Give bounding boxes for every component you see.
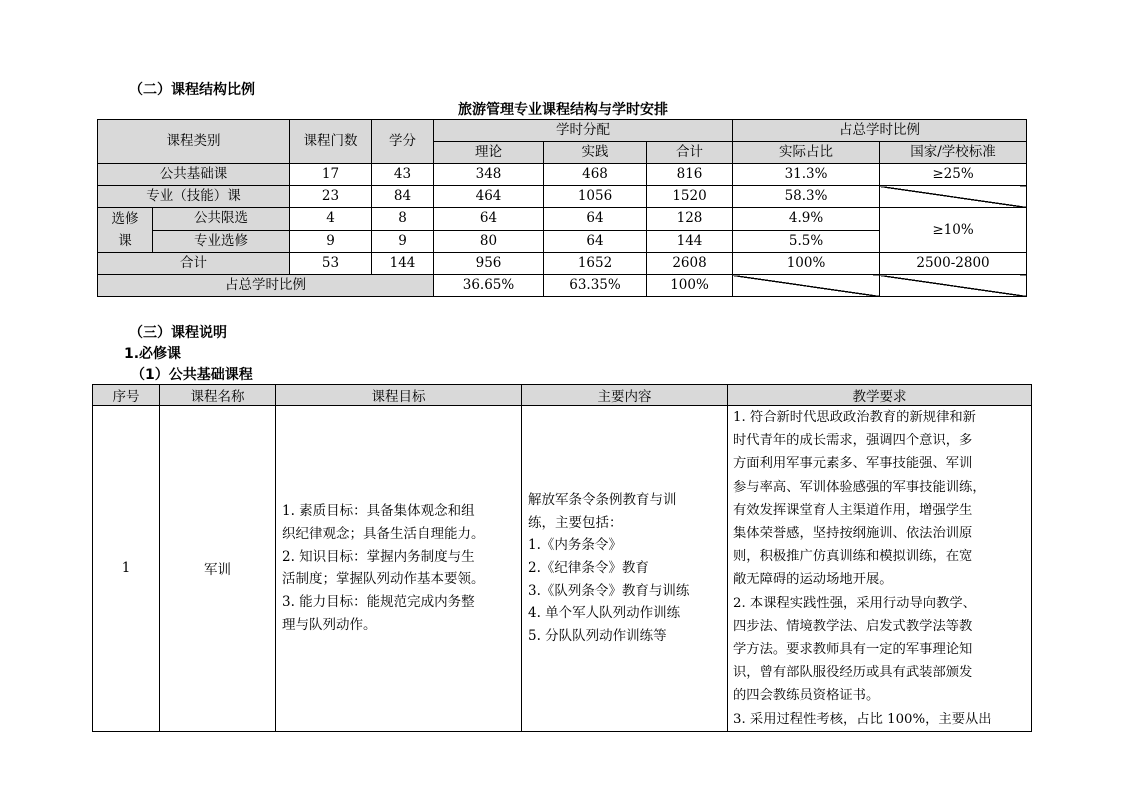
cell-name: 专业选修: [153, 230, 290, 253]
req-line: 参与率高、军训体验感强的军事技能训练，: [733, 479, 986, 495]
cell-count: 23: [290, 186, 372, 208]
content-line: 解放军条令条例教育与训: [528, 491, 677, 508]
row-public: [98, 164, 1027, 186]
header-practice: 实践: [544, 142, 647, 164]
cell-count: 9: [290, 230, 372, 253]
req-line: 敞无障碍的运动场地开展。: [733, 572, 893, 588]
cell-credits: 8: [372, 208, 434, 231]
req-line: 3. 采用过程性考核，占比 100%，主要从出: [733, 711, 992, 727]
goal-line: 2. 知识目标：掌握内务制度与生: [282, 548, 475, 565]
header-total: 合计: [647, 142, 733, 164]
cell-total: 100%: [647, 275, 733, 297]
cell-name: 合计: [98, 253, 290, 275]
goal-line: 活制度；掌握队列动作基本要领。: [282, 571, 485, 588]
req-line: 的四会教练员资格证书。: [733, 688, 880, 704]
cell-practice: 1056: [544, 186, 647, 208]
required-heading: 1.必修课: [124, 346, 182, 362]
cell-actual: 100%: [733, 253, 880, 275]
cell-actual: 58.3%: [733, 186, 880, 208]
req-line: 1. 符合新时代思政政治教育的新规律和新: [733, 410, 976, 425]
cell-practice: 64: [544, 230, 647, 253]
row-ratio: [98, 275, 1027, 297]
cell-standard: ≥25%: [880, 164, 1027, 186]
header-ratio: 占总学时比例: [733, 120, 1027, 142]
cell-standard: ≥10%: [880, 208, 1027, 253]
cell-name: 专业（技能）课: [98, 186, 290, 208]
cell-name: 公共基础课: [98, 164, 290, 186]
cell-practice: 63.35%: [544, 275, 647, 297]
table-row: [93, 406, 1032, 732]
content-line: 2.《纪律条令》教育: [528, 560, 649, 577]
cell-name: 公共限选: [153, 208, 290, 231]
header-category: 课程类别: [98, 120, 290, 164]
header-name: 课程名称: [160, 385, 276, 406]
content-line: 3.《队列条令》教育与训练: [528, 582, 690, 599]
header-hours: 学时分配: [434, 120, 733, 142]
section3-heading: （三）课程说明: [129, 325, 227, 341]
req-line: 学方法。要求教师具有一定的军事理论知: [733, 642, 973, 658]
goal-line: 织纪律观念；具备生活自理能力。: [282, 526, 485, 543]
course-no: 1: [93, 406, 160, 732]
cell-count: 17: [290, 164, 372, 186]
cell-practice: 1652: [544, 253, 647, 275]
elective-label-line1: 选修: [111, 211, 139, 227]
cell-total: 144: [647, 230, 733, 253]
cell-theory: 464: [434, 186, 544, 208]
content-line: 5. 分队队列动作训练等: [528, 628, 667, 645]
header-req: 教学要求: [728, 385, 1032, 406]
req-line: 时代青年的成长需求，强调四个意识，多: [733, 433, 973, 449]
header-no: 序号: [93, 385, 160, 406]
cell-credits: 9: [372, 230, 434, 253]
cell-practice: 468: [544, 164, 647, 186]
cell-standard: 2500-2800: [880, 253, 1027, 275]
cell-actual: 4.9%: [733, 208, 880, 231]
cell-total: 2608: [647, 253, 733, 275]
header-theory: 理论: [434, 142, 544, 164]
cell-count: 53: [290, 253, 372, 275]
header-credits: 学分: [372, 120, 434, 164]
header-content: 主要内容: [522, 385, 728, 406]
course-goal: [276, 406, 522, 732]
diagonal-cell: [880, 186, 1027, 208]
section2-heading: （二）课程结构比例: [129, 82, 255, 98]
req-line: 集体荣誉感，坚持按纲施训、依法治训原: [733, 526, 973, 542]
cell-theory: 348: [434, 164, 544, 186]
req-line: 2. 本课程实践性强，采用行动导向教学、: [733, 595, 976, 611]
goal-line: 理与队列动作。: [282, 616, 377, 633]
cell-theory: 36.65%: [434, 275, 544, 297]
course-name: 军训: [160, 406, 276, 732]
table1-caption: 旅游管理专业课程结构与学时安排: [458, 102, 668, 118]
content-line: 1.《内务条令》: [528, 537, 622, 554]
req-line: 则，积极推广仿真训练和模拟训练，在宽: [733, 549, 973, 565]
cell-total: 816: [647, 164, 733, 186]
cell-total: 1520: [647, 186, 733, 208]
row-limited: [98, 208, 1027, 231]
cell-credits: 84: [372, 186, 434, 208]
cell-theory: 956: [434, 253, 544, 275]
header-count: 课程门数: [290, 120, 372, 164]
goal-line: 3. 能力目标：能规范完成内务整: [282, 594, 475, 611]
course-content: [522, 406, 728, 732]
row-sum: [98, 253, 1027, 275]
cell-credits: 43: [372, 164, 434, 186]
diagonal-cell: [733, 275, 880, 297]
row-major: [98, 186, 1027, 208]
header-goal: 课程目标: [276, 385, 522, 406]
cell-theory: 80: [434, 230, 544, 253]
course-requirements: [728, 406, 1032, 732]
content-line: 4. 单个军人队列动作训练: [528, 605, 681, 622]
course-structure-table: [97, 119, 1027, 297]
public-heading: （1）公共基础课程: [131, 367, 253, 383]
cell-total: 128: [647, 208, 733, 231]
cell-actual: 31.3%: [733, 164, 880, 186]
cell-count: 4: [290, 208, 372, 231]
req-line: 四步法、情境教学法、启发式教学法等教: [733, 618, 973, 634]
goal-line: 1. 素质目标：具备集体观念和组: [282, 503, 475, 520]
public-course-table: [92, 384, 1032, 732]
cell-name: 占总学时比例: [98, 275, 434, 297]
header-actual: 实际占比: [733, 142, 880, 164]
content-line: 练，主要包括：: [528, 514, 623, 531]
diagonal-cell: [880, 275, 1027, 297]
cell-actual: 5.5%: [733, 230, 880, 253]
req-line: 有效发挥课堂育人主渠道作用，增强学生: [733, 502, 973, 518]
header-standard: 国家/学校标准: [880, 142, 1027, 164]
cell-credits: 144: [372, 253, 434, 275]
req-line: 方面利用军事元素多、军事技能强、军训: [733, 456, 973, 472]
cell-practice: 64: [544, 208, 647, 231]
cell-theory: 64: [434, 208, 544, 231]
req-line: 识，曾有部队服役经历或具有武装部颁发: [733, 665, 973, 681]
elective-label-line2: 课: [118, 233, 132, 249]
elective-label: [98, 208, 153, 253]
